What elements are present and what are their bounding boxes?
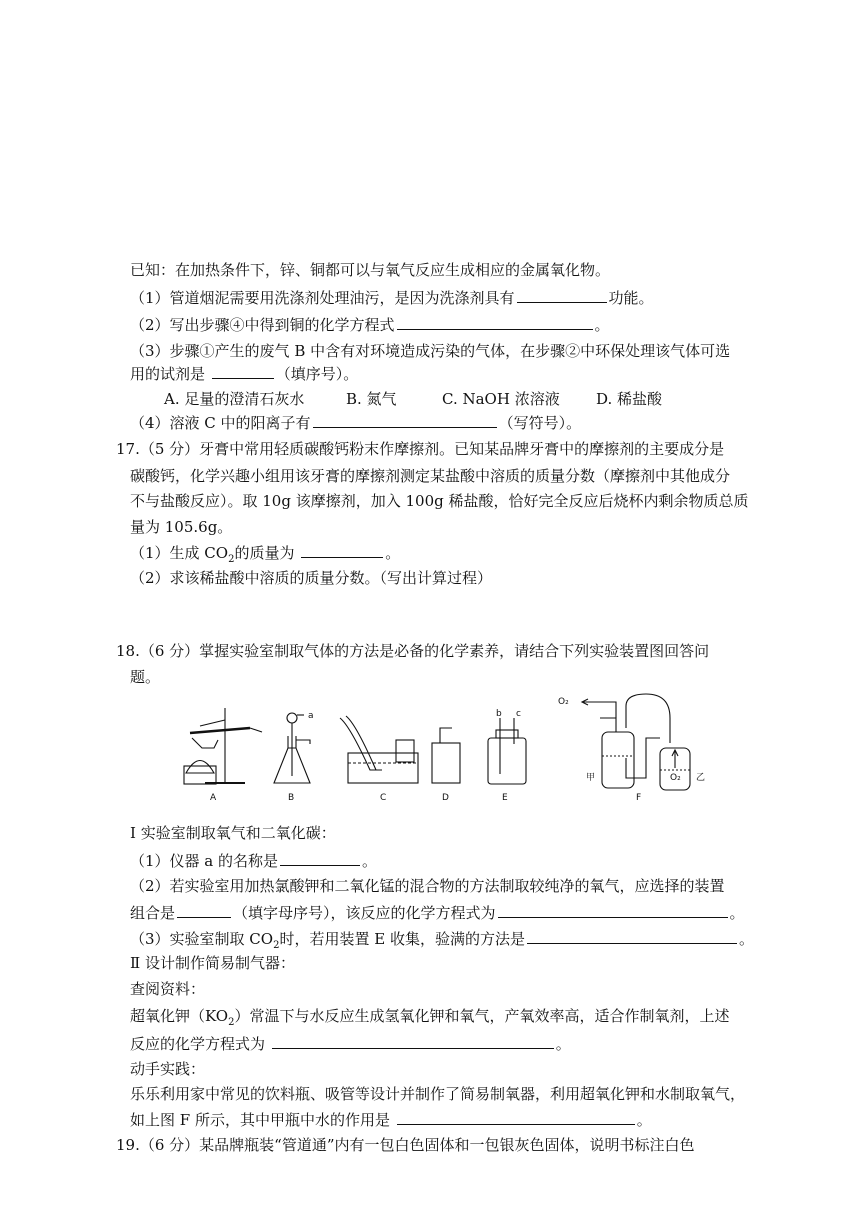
q18-ko2-blank[interactable]	[272, 1032, 554, 1049]
known-text: 已知：在加热条件下，锌、铜都可以与氧气反应生成相应的金属氧化物。	[130, 261, 611, 279]
q17-part1-blank[interactable]	[301, 541, 383, 558]
q19-line1: 19.（6 分）某品牌瓶装“管道通”内有一包白色固体和一包银灰色固体，说明书标注白色	[116, 1136, 695, 1154]
q16-option-a[interactable]: A. 足量的澄清石灰水	[164, 390, 305, 408]
q18-section1: Ⅰ 实验室制取氧气和二氧化碳：	[130, 824, 336, 842]
label-c-small: c	[516, 709, 521, 719]
q16-part4	[130, 411, 581, 434]
q16-part2-blank[interactable]	[397, 313, 593, 330]
q18-consult: 查阅资料：	[130, 980, 206, 998]
q18-ko2-text-rest: ）常温下与水反应生成氢氧化钾和氧气，产氧效率高，适合作制氧剂，上述	[234, 1007, 730, 1025]
q16-part4-blank[interactable]	[313, 411, 497, 428]
q18-part3-mid: 时，若用装置 E 收集，验满的方法是	[279, 930, 525, 948]
q18-line2: 题。	[130, 668, 161, 686]
q18-part3-suffix: 。	[738, 930, 754, 948]
q18-practice-line1: 乐乐利用家中常见的饮料瓶、吸管等设计并制作了简易制氧器，利用超氧化钾和水制取氧气，	[130, 1085, 746, 1103]
q18-part3-sub: 2	[273, 940, 280, 951]
label-e: E	[502, 793, 508, 803]
q16-part1-suffix: 功能。	[608, 289, 654, 307]
q18-part2-blank2[interactable]	[498, 901, 728, 918]
label-c: C	[380, 793, 387, 803]
q18-practice: 动手实践：	[130, 1060, 206, 1078]
q18-part2-line1: （2）若实验室用加热氯酸钾和二氧化锰的混合物的方法制取较纯净的氧气，应选择的装置	[130, 877, 725, 895]
q16-part1-blank[interactable]	[517, 286, 607, 303]
apparatus-figure	[170, 688, 730, 808]
q16-part1	[130, 286, 654, 309]
q18-part1-suffix: 。	[362, 852, 378, 870]
label-b-small: b	[496, 709, 502, 719]
q16-part2-text: （2）写出步骤④中得到铜的化学方程式	[130, 316, 395, 334]
q18-part2-blank1[interactable]	[177, 901, 231, 918]
q16-part2-suffix: 。	[594, 316, 610, 334]
q18-practice-text: 如上图 F 所示，其中甲瓶中水的作用是	[130, 1111, 390, 1129]
q18-part2-line2	[130, 901, 745, 924]
q18-line1: 18.（6 分）掌握实验室制取气体的方法是必备的化学素养，请结合下列实验装置图回答问	[116, 642, 710, 660]
q18-part2-suffix: 。	[729, 904, 745, 922]
apparatus-a	[184, 708, 262, 784]
label-a-small: a	[308, 711, 314, 721]
q16-part4-suffix: （写符号）。	[498, 414, 582, 432]
apparatus-b	[274, 713, 310, 783]
q16-option-c[interactable]: C. NaOH 浓溶液	[442, 390, 560, 408]
q18-part1-text: （1）仪器 a 的名称是	[130, 852, 279, 870]
q18-section2: Ⅱ 设计制作简易制气器：	[130, 954, 295, 972]
q17-part1-sub: 2	[228, 554, 235, 565]
apparatus-d	[432, 728, 460, 783]
q18-part3-blank[interactable]	[527, 927, 737, 944]
q18-part3-text: （3）实验室制取 CO	[130, 930, 274, 948]
q18-part2-text: 组合是	[130, 904, 176, 922]
q17-part1-suffix: 。	[385, 544, 401, 562]
q16-option-d[interactable]: D. 稀盐酸	[596, 390, 663, 408]
q18-ko2-line1	[130, 1005, 730, 1034]
apparatus-svg	[170, 688, 730, 808]
label-b: B	[288, 793, 295, 803]
label-o2-inner: O₂	[670, 773, 681, 783]
q17-part1-text: （1）生成 CO	[130, 544, 229, 562]
q17-part1-mid: 的质量为	[234, 544, 295, 562]
q17-line1: 17.（5 分）牙膏中常用轻质碳酸钙粉末作摩擦剂。已知某品牌牙膏中的摩擦剂的主要成分是	[116, 440, 725, 458]
q16-part3-text: 用的试剂是	[130, 365, 206, 383]
q16-part4-text: （4）溶液 C 中的阳离子有	[130, 414, 311, 432]
label-o2-left: O₂	[558, 697, 569, 707]
q17-line3: 不与盐酸反应）。取 10g 该摩擦剂，加入 100g 稀盐酸，恰好完全反应后烧杯内剩余物质总质	[130, 492, 749, 510]
q18-practice-suffix: 。	[636, 1111, 652, 1129]
apparatus-e	[488, 718, 526, 784]
q18-practice-line2	[130, 1108, 652, 1131]
label-f: F	[636, 793, 642, 803]
q16-option-b[interactable]: B. 氮气	[346, 390, 397, 408]
q18-part1	[130, 849, 377, 872]
q18-practice-blank[interactable]	[397, 1108, 635, 1125]
q16-options	[164, 388, 662, 410]
q16-part3-blank[interactable]	[212, 362, 274, 379]
q18-ko2-text: 超氧化钾（KO	[130, 1007, 229, 1025]
apparatus-c	[340, 716, 418, 783]
q17-line2: 碳酸钙，化学兴趣小组用该牙膏的摩擦剂测定某盐酸中溶质的质量分数（摩擦剂中其他成分	[130, 467, 731, 485]
label-yi: 乙	[696, 773, 706, 783]
q18-part2-mid: （填字母序号），该反应的化学方程式为	[233, 904, 496, 922]
q18-ko2-suffix: 。	[555, 1035, 571, 1053]
q16-part3-line2	[130, 362, 358, 385]
label-jia: 甲	[586, 773, 596, 783]
q18-ko2-eq-text: 反应的化学方程式为	[130, 1035, 266, 1053]
q16-part1-text: （1）管道烟泥需要用洗涤剂处理油污，是因为洗涤剂具有	[130, 289, 515, 307]
q18-ko2-line2	[130, 1032, 571, 1055]
q18-part1-blank[interactable]	[280, 849, 360, 866]
q16-part3-suffix: （填序号）。	[275, 365, 359, 383]
label-d: D	[442, 793, 449, 803]
q18-ko2-sub: 2	[228, 1017, 235, 1028]
q17-part2: （2）求该稀盐酸中溶质的质量分数。（写出计算过程）	[130, 569, 493, 587]
q16-part2	[130, 313, 610, 336]
q16-part3-line1: （3）步骤①产生的废气 B 中含有对环境造成污染的气体，在步骤②中环保处理该气体可选	[130, 342, 731, 360]
label-a: A	[210, 793, 217, 803]
q17-line4: 量为 105.6g。	[130, 518, 233, 536]
